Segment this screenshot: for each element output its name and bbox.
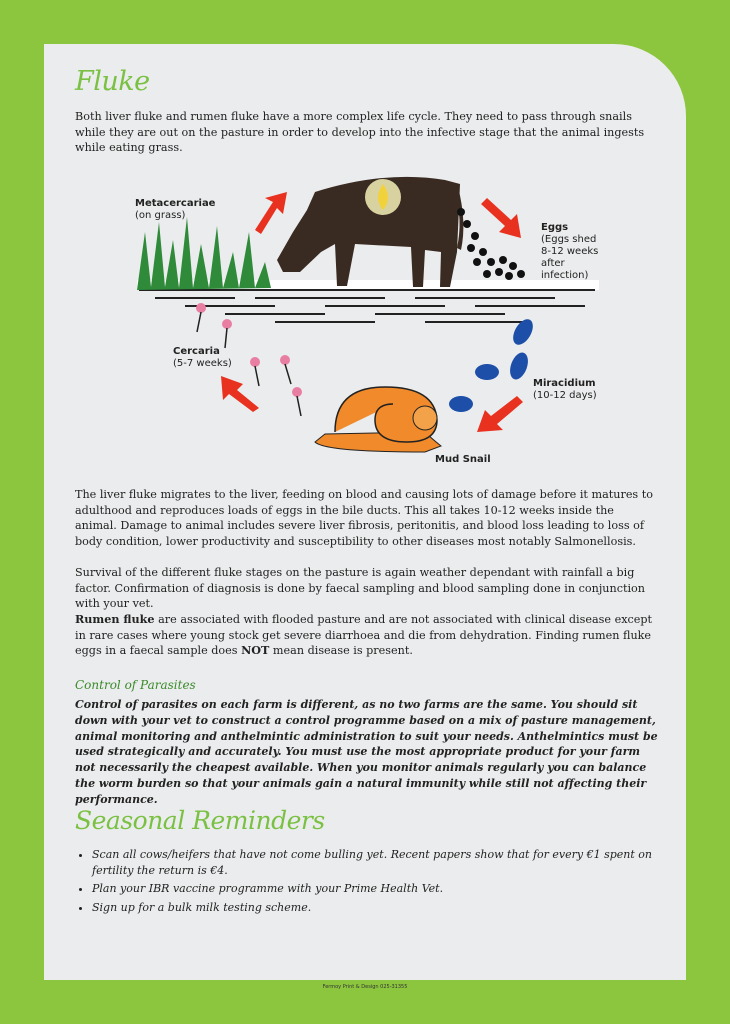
soil-lines — [139, 290, 595, 322]
control-body: Control of parasites on each farm is different, as no two farms are the same. You should sit down with your vet to construct a control programme based on a mix of pasture management, animal monitoring and anthelmintic administration to suit your needs. Anthelmintics must be used strategically and accurately. You must use the most appropriate product for your farm not necessarily the cheapest available. When you monitor animals regularly you can balance the worm burden so that your animals gain a natural immunity while still not affecting their performance. — [75, 698, 658, 806]
rumen-fluke-bold: Rumen fluke — [75, 612, 155, 626]
arrow-icon — [481, 198, 521, 238]
fluke-title: Fluke — [75, 66, 150, 97]
miracidium-icon — [449, 316, 537, 412]
label-eggs: Eggs — [541, 222, 569, 233]
label-eggs-sub3: after — [541, 258, 565, 269]
seasonal-title: Seasonal Reminders — [75, 806, 325, 835]
seasonal-list — [75, 847, 675, 918]
not-bold: NOT — [241, 643, 270, 658]
label-eggs-sub4: infection) — [541, 270, 589, 281]
footer-credit: Fermoy Print & Design 025-31355 — [322, 984, 408, 990]
lifecycle-svg — [125, 162, 605, 470]
label-metacercariae: Metacercariae — [135, 198, 216, 209]
control-heading: Control of Parasites — [75, 678, 196, 692]
label-cercaria-sub: (5-7 weeks) — [173, 358, 232, 369]
label-mud-snail: Mud Snail — [435, 454, 491, 465]
fluke-intro: Both liver fluke and rumen fluke have a more complex life cycle. They need to pass through snails while they are out on the pasture in order to develop into the infective stage that the animal ingests while eating grass. — [75, 110, 645, 155]
list-item: • Scan all cows/heifers that have not come bulling yet. Recent papers show that for every €1 spent on fertility the return is €4. — [92, 847, 675, 878]
arrow-icon — [255, 192, 287, 234]
list-item: • Sign up for a bulk milk testing scheme. — [92, 900, 675, 916]
label-miracidium: Miracidium — [533, 378, 596, 389]
grass-icon — [137, 217, 271, 290]
list-item: • Plan your IBR vaccine programme with your Prime Health Vet. — [92, 881, 675, 897]
rumen-text-b: mean disease is present. — [269, 644, 413, 658]
arrow-icon — [221, 376, 259, 412]
rumen-text-a: are associated with flooded pasture and are not associated with clinical disease except in rare cases where young stock get severe diarrhoea and die from dehydration. Finding rumen fluke eggs in a faecal sample does — [75, 613, 653, 658]
arrow-icon — [477, 396, 523, 432]
snail-icon — [315, 387, 441, 452]
fluke-lifecycle-diagram — [125, 162, 605, 470]
label-metacercariae-sub: (on grass) — [135, 210, 186, 221]
label-eggs-sub2: 8-12 weeks — [541, 246, 599, 257]
label-miracidium-sub: (10-12 days) — [533, 390, 597, 401]
paragraph-rumen-fluke — [75, 612, 658, 659]
paragraph-survival: Survival of the different fluke stages on the pasture is again weather dependant with rainfall a big factor. Confirmation of diagnosis is done by faecal sampling and blood sampling done in conjunction with your vet. — [75, 566, 645, 611]
paragraph-liver-fluke: The liver fluke migrates to the liver, feeding on blood and causing lots of damage before it matures to adulthood and reproduces loads of eggs in the bile ducts. This all takes 10-12 weeks inside the animal. Damage to animal includes severe liver fibrosis, peritonitis, and blood loss leading to loss of body condition, lower productivity and susceptibility to other diseases most notably Salmonellosis. — [75, 488, 653, 548]
label-cercaria: Cercaria — [173, 346, 220, 357]
label-eggs-sub1: (Eggs shed — [541, 234, 597, 245]
